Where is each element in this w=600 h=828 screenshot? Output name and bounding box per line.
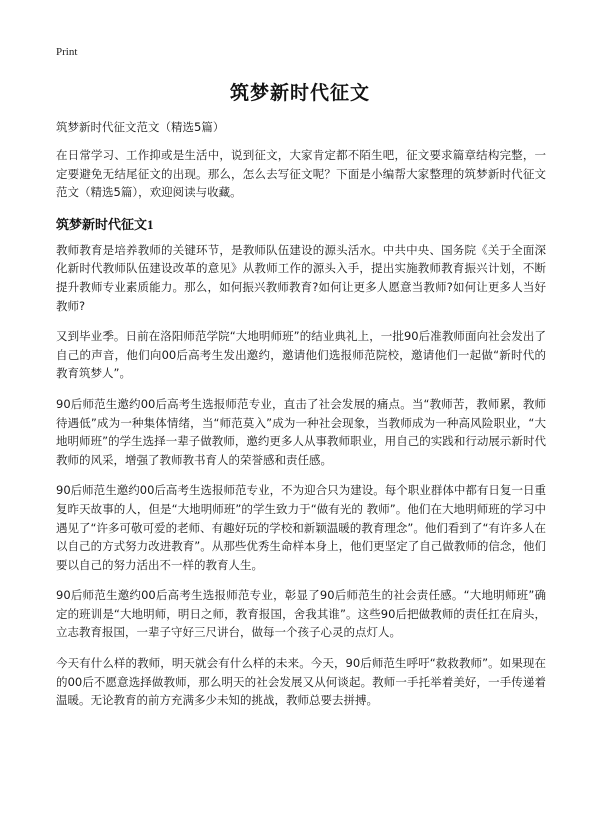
- body-paragraph: 90后师范生邀约00后高考生选报师范专业，不为迎合只为建设。每个职业群体中都有日复一日重复昨天故事的人，但是“大地明师班”的学生致力于“做有光的 教师”。他们在大地明师班的学习中遇见了“许多可敬可爱的老师、有趣好玩的学校和新颖温暖的教育理念”。他们看到了“有许多人在以自己的方式努力改进教育”。从那些优秀生命样本身上，他们更坚定了自己做教师的信念，他们要以自己的努力活出不一样的教育人生。: [56, 483, 546, 572]
- body-paragraph: 教师教育是培养教师的关键环节，是教师队伍建设的源头活水。中共中央、国务院《关于全面深化新时代教师队伍建设改革的意见》从教师工作的源头入手，提出实施教师教育振兴计划，不断提升教师专业素质能力。那么，如何振兴教师教育?如何让更多人愿意当教师?如何让更多人当好教师?: [56, 242, 546, 313]
- page-title: 筑梦新时代征文: [229, 82, 370, 104]
- body-paragraph: 今天有什么样的教师，明天就会有什么样的未来。今天，90后师范生呼吁“救救教师”。如果现在的00后不愿意选择做教师，那么明天的社会发展又从何谈起。教师一手托举着美好，一手传递着温暖。无论教育的前方充满多少未知的挑战，教师总要去拼搏。: [56, 656, 546, 708]
- intro-paragraph: 在日常学习、工作抑或是生活中，说到征文，大家肯定都不陌生吧，征文要求篇章结构完整，一定要避免无结尾征文的出现。那么，怎么去写征文呢？下面是小编帮大家整理的筑梦新时代征文范文（精选5篇），欢迎阅读与收藏。: [56, 148, 546, 200]
- section-heading: 筑梦新时代征文1: [56, 216, 154, 232]
- body-paragraph: 又到毕业季。日前在洛阳师范学院“大地明师班”的结业典礼上，一批90后准教师面向社会发出了自己的声音，他们向00后高考生发出邀约，邀请他们选报师范院校，邀请他们一起做“新时代的教育筑梦人”。: [56, 329, 546, 381]
- document-body: [56, 118, 546, 722]
- body-paragraph: 90后师范生邀约00后高考生选报师范专业，直击了社会发展的痛点。当“教师苦，教师累，教师待遇低”成为一种集体情绪，当“师范莫入”成为一种社会现象，当教师成为一种高风险职业，“大地明师班”的学生选择一辈子做教师，邀约更多人从事教师职业，用自己的实践和行动展示新时代教师的风采，增强了教师教书育人的荣誉感和责任感。: [56, 396, 546, 467]
- body-paragraph: 90后师范生邀约00后高考生选报师范专业，彰显了90后师范生的社会责任感。“大地明师班”确定的班训是“大地明师，明日之师，教育报国，舍我其谁”。这些90后把做教师的责任扛在肩头，立志教育报国，一辈子守好三尺讲台，做每一个孩子心灵的点灯人。: [56, 588, 546, 640]
- document-subtitle: 筑梦新时代征文范文（精选5篇）: [56, 120, 225, 134]
- print-link[interactable]: Print: [56, 46, 78, 58]
